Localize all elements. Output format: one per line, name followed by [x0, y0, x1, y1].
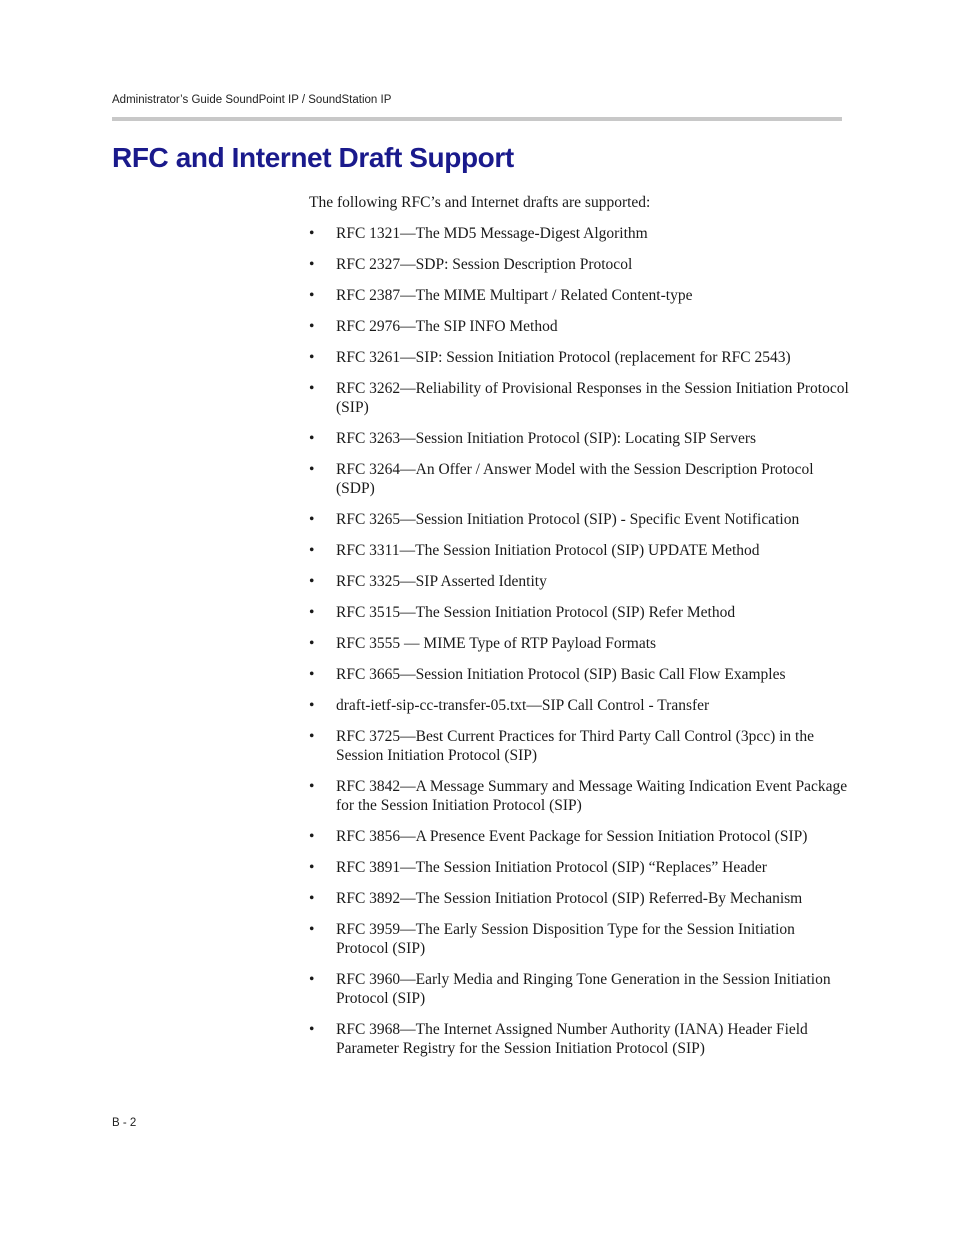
- rfc-list: [309, 224, 849, 1070]
- bullet-icon: •: [309, 828, 315, 845]
- intro-paragraph: The following RFC’s and Internet drafts are supported:: [309, 194, 651, 211]
- list-item-text: draft-ietf-sip-cc-transfer-05.txt—SIP Call Control - Transfer: [336, 697, 710, 714]
- list-item-text: RFC 2976—The SIP INFO Method: [336, 318, 558, 335]
- bullet-icon: •: [309, 604, 315, 621]
- bullet-icon: •: [309, 256, 315, 273]
- bullet-icon: •: [309, 921, 315, 938]
- bullet-icon: •: [309, 573, 315, 590]
- list-item: [309, 572, 849, 591]
- list-item-text: RFC 3515—The Session Initiation Protocol (SIP) Refer Method: [336, 604, 736, 621]
- bullet-icon: •: [309, 778, 315, 795]
- list-item-text: RFC 3264—An Offer / Answer Model with the Session Description Protocol (SDP): [336, 461, 814, 497]
- bullet-icon: •: [309, 225, 315, 242]
- bullet-icon: •: [309, 890, 315, 907]
- list-item-text: RFC 1321—The MD5 Message-Digest Algorithm: [336, 225, 648, 242]
- list-item: [309, 858, 849, 877]
- list-item-text: RFC 3263—Session Initiation Protocol (SIP): Locating SIP Servers: [336, 430, 757, 447]
- list-item: [309, 379, 849, 417]
- list-item-text: RFC 2387—The MIME Multipart / Related Content-type: [336, 287, 693, 304]
- bullet-icon: •: [309, 1021, 315, 1038]
- list-item: [309, 348, 849, 367]
- list-item-text: RFC 3325—SIP Asserted Identity: [336, 573, 547, 590]
- list-item: [309, 777, 849, 815]
- header-rule: [112, 117, 842, 121]
- bullet-icon: •: [309, 728, 315, 745]
- bullet-icon: •: [309, 635, 315, 652]
- bullet-icon: •: [309, 380, 315, 397]
- bullet-icon: •: [309, 542, 315, 559]
- list-item-text: RFC 2327—SDP: Session Description Protocol: [336, 256, 633, 273]
- list-item-text: RFC 3892—The Session Initiation Protocol (SIP) Referred-By Mechanism: [336, 890, 803, 907]
- list-item: [309, 541, 849, 560]
- page-title: RFC and Internet Draft Support: [112, 142, 514, 173]
- list-item-text: RFC 3265—Session Initiation Protocol (SIP) - Specific Event Notification: [336, 511, 800, 528]
- bullet-icon: •: [309, 461, 315, 478]
- list-item: [309, 286, 849, 305]
- bullet-icon: •: [309, 666, 315, 683]
- list-item: [309, 889, 849, 908]
- list-item-text: RFC 3665—Session Initiation Protocol (SIP) Basic Call Flow Examples: [336, 666, 786, 683]
- list-item-text: RFC 3311—The Session Initiation Protocol (SIP) UPDATE Method: [336, 542, 760, 559]
- list-item: [309, 460, 849, 498]
- bullet-icon: •: [309, 511, 315, 528]
- list-item-text: RFC 3555 — MIME Type of RTP Payload Formats: [336, 635, 657, 652]
- bullet-icon: •: [309, 430, 315, 447]
- list-item: [309, 727, 849, 765]
- bullet-icon: •: [309, 287, 315, 304]
- list-item: [309, 634, 849, 653]
- running-header: Administrator’s Guide SoundPoint IP / SoundStation IP: [112, 94, 392, 106]
- bullet-icon: •: [309, 859, 315, 876]
- list-item-text: RFC 3725—Best Current Practices for Third Party Call Control (3pcc) in the Session Initiation Protocol (SIP): [336, 728, 814, 764]
- list-item-text: RFC 3261—SIP: Session Initiation Protocol (replacement for RFC 2543): [336, 349, 791, 366]
- list-item: [309, 665, 849, 684]
- list-item-text: RFC 3959—The Early Session Disposition Type for the Session Initiation Protocol (SIP): [336, 921, 795, 957]
- list-item-text: RFC 3262—Reliability of Provisional Responses in the Session Initiation Protocol (SIP): [336, 380, 849, 416]
- list-item: [309, 255, 849, 274]
- list-item: [309, 696, 849, 715]
- list-item-text: RFC 3891—The Session Initiation Protocol (SIP) “Replaces” Header: [336, 859, 767, 876]
- list-item: [309, 603, 849, 622]
- list-item-text: RFC 3842—A Message Summary and Message Waiting Indication Event Package for the Session Initiation Protocol (SIP): [336, 778, 848, 814]
- list-item: [309, 429, 849, 448]
- list-item: [309, 827, 849, 846]
- list-item: [309, 510, 849, 529]
- list-item: [309, 224, 849, 243]
- list-item: [309, 1020, 849, 1058]
- bullet-icon: •: [309, 318, 315, 335]
- list-item: [309, 317, 849, 336]
- page-number: B - 2: [112, 1117, 137, 1129]
- list-item: [309, 920, 849, 958]
- bullet-icon: •: [309, 971, 315, 988]
- list-item-text: RFC 3968—The Internet Assigned Number Authority (IANA) Header Field Parameter Registry for the Session Initiation Protocol (SIP): [336, 1021, 808, 1057]
- list-item-text: RFC 3960—Early Media and Ringing Tone Generation in the Session Initiation Protocol (SIP): [336, 971, 831, 1007]
- bullet-icon: •: [309, 697, 315, 714]
- list-item: [309, 970, 849, 1008]
- bullet-icon: •: [309, 349, 315, 366]
- list-item-text: RFC 3856—A Presence Event Package for Session Initiation Protocol (SIP): [336, 828, 808, 845]
